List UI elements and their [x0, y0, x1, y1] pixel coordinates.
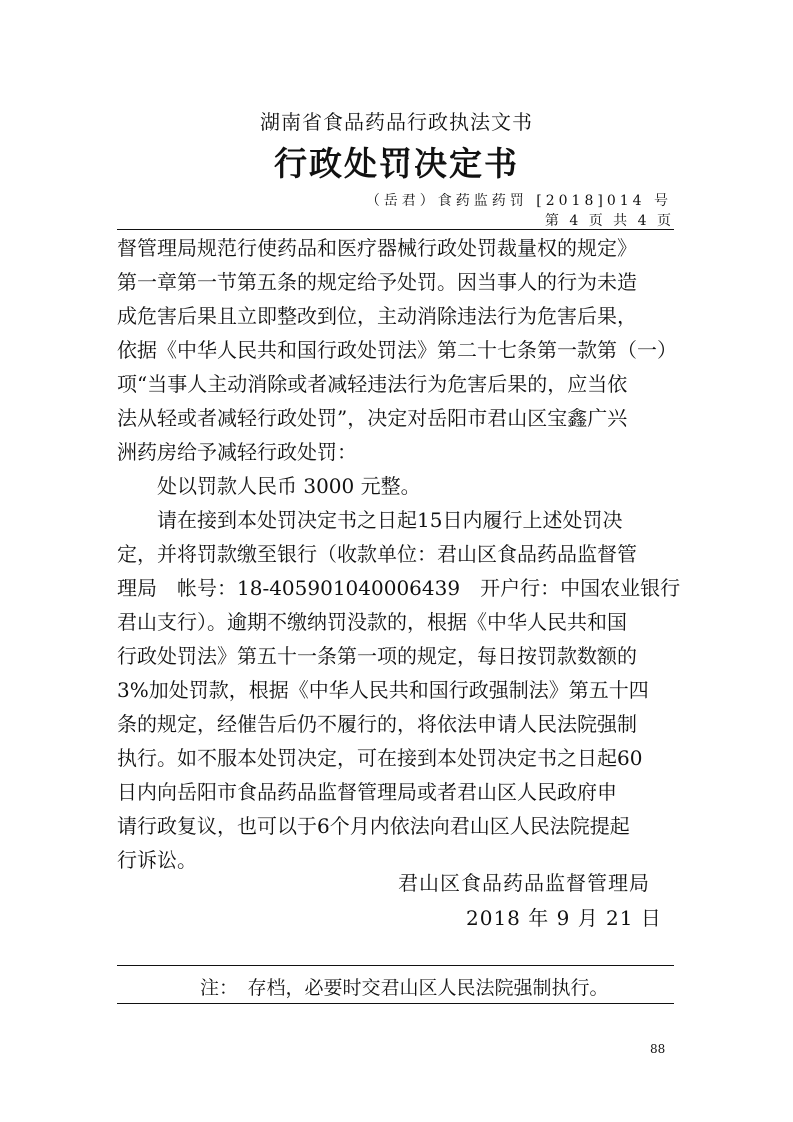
- page-number: 88: [650, 1042, 666, 1056]
- body-line: 日内向岳阳市食品药品监督管理局或者君山区人民政府申: [117, 780, 617, 804]
- header-organization: 湖南省食品药品行政执法文书: [260, 110, 533, 134]
- body-line: 第一章第一节第五条的规定给予处罚。因当事人的行为未造: [117, 270, 637, 294]
- note-text: 注： 存档，必要时交君山区人民法院强制执行。: [200, 977, 609, 999]
- note-divider-bottom: [117, 1003, 674, 1004]
- body-line: 3%加处罚款，根据《中华人民共和国行政强制法》第五十四: [117, 678, 649, 702]
- body-line: 定，并将罚款缴至银行（收款单位：君山区食品药品监督管: [117, 542, 637, 566]
- signature-date: 2018 年 9 月 21 日: [466, 906, 662, 930]
- header-divider: [117, 229, 674, 230]
- body-line: 洲药房给予减轻行政处罚：: [117, 440, 357, 464]
- body-line: 依据《中华人民共和国行政处罚法》第二十七条第一款第（一）: [117, 338, 677, 362]
- body-line: 请行政复议，也可以于6个月内依法向君山区人民法院提起: [117, 814, 630, 838]
- page-info: 第 4 页 共 4 页: [544, 213, 674, 229]
- body-line: 项“当事人主动消除或者减轻违法行为危害后果的，应当依: [117, 372, 628, 396]
- document-number: （岳君）食药监药罚 [2018]014 号: [365, 193, 672, 209]
- bank-account-line: 理局 帐号：18-405901040006439 开户行：中国农业银行: [117, 576, 681, 600]
- body-line: 成危害后果且立即整改到位，主动消除违法行为危害后果，: [117, 304, 637, 328]
- document-title: 行政处罚决定书: [274, 144, 519, 183]
- note-divider-top: [117, 965, 674, 966]
- body-line: 君山支行）。逾期不缴纳罚没款的，根据《中华人民共和国: [117, 610, 627, 634]
- body-line: 条的规定，经催告后仍不履行的，将依法申请人民法院强制: [117, 712, 637, 736]
- signature-organization: 君山区食品药品监督管理局: [398, 871, 650, 895]
- body-line: 行诉讼。: [117, 848, 197, 872]
- fine-amount-line: 处以罚款人民币 3000 元整。: [117, 474, 421, 498]
- body-line: 执行。如不服本处罚决定，可在接到本处罚决定书之日起60: [117, 746, 643, 770]
- body-line: 行政处罚法》第五十一条第一项的规定，每日按罚款数额的: [117, 644, 637, 668]
- body-line: 督管理局规范行使药品和医疗器械行政处罚裁量权的规定》: [117, 236, 637, 260]
- body-line: 请在接到本处罚决定书之日起15日内履行上述处罚决: [117, 508, 623, 532]
- body-line: 法从轻或者减轻行政处罚”，决定对岳阳市君山区宝鑫广兴: [117, 406, 628, 430]
